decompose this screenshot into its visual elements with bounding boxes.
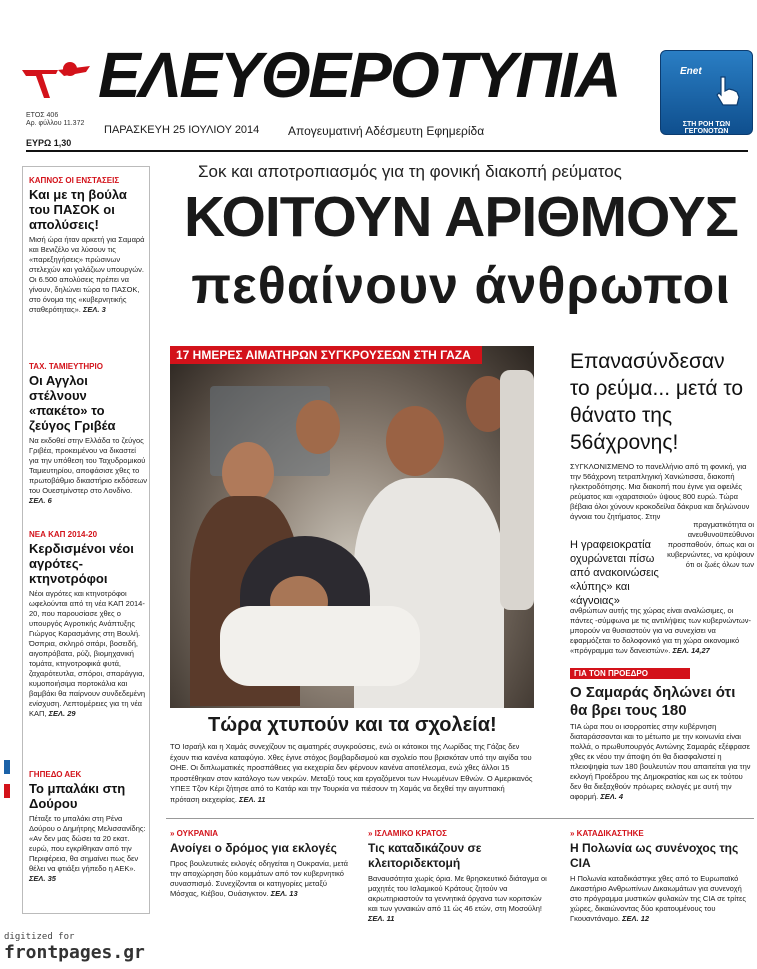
photo-headline[interactable]: Τώρα χτυπούν και τα σχολεία! — [208, 714, 497, 736]
right-story-body-3: ανθρώπων αυτής της χώρας είναι αναλώσιμες, οι πάντες -σύμφωνα με τις αντιλήψεις των κυβερνώντων- μπορούν να θυσιαστούν για να συνεχίσει να εφαρμόζεται το δολοφονικό για τη χώρα οικονομικό «πρόγραμμα των δανειστών». ΣΕΛ. 14,27 — [570, 606, 751, 655]
price: ΕΥΡΩ 1,30 — [26, 138, 72, 148]
bottom-title: Ανοίγει ο δρόμος για εκλογές — [170, 841, 337, 855]
bottom-rule — [166, 818, 754, 819]
bottom-body: Βαναυσότητα χωρίς όρια. Με θρησκευτικό διάταγμα οι μαχητές του Ισλαμικού Κράτους ζητούν να ακρωτηριαστούν τα γεννητικά όργανα των κοριτσιών και των γυναικών από 11 ώς 46 ετών, στη Μοσούλη! ΣΕΛ. 11 — [368, 874, 547, 923]
sidebar-body: Πέταξε το μπαλάκι στη Ρένα Δούρου ο Δημήτρης Μελισσανίδης: «Αν δεν μας δώσει τα 20 εκατ. ευρώ, που εγκρίθηκαν από την Περιφέρεια, θα σημαίνει πως δεν θέλει να φτιάξει γήπεδο η ΑΕΚ». ΣΕΛ. 35 — [29, 814, 146, 883]
proedros-kicker: ΓΙΑ ΤΟΝ ΠΡΟΕΔΡΟ — [570, 668, 690, 679]
sidebar-item-grivea[interactable] — [29, 361, 147, 506]
bottom-body: Προς βουλευτικές εκλογές οδηγείται η Ουκρανία, μετά την αποχώρηση δύο κομμάτων από τον κυβερνητικό συνασπισμό. Συνεχίζονται οι κατηγορίες μεταξύ Μόσχας, Κιέβου, Ουάσιγκτον. ΣΕΛ. 13 — [170, 859, 348, 898]
right-story-body-2: πραγματικότητα οι ανευθυνοϋπεύθυνοι προσπαθούν, όπως και οι κυβερνώντες, να κρύψουν ότι οι ζωές όλων των — [667, 520, 754, 569]
photo-banner: 17 ΗΜΕΡΕΣ ΑΙΜΑΤΗΡΩΝ ΣΥΓΚΡΟΥΣΕΩΝ ΣΤΗ ΓΑΖΑ — [170, 346, 482, 364]
pointer-hand-icon — [709, 73, 745, 109]
bottom-kicker: » ΚΑΤΑΔΙΚΑΣΤΗΚΕ — [570, 829, 644, 838]
sidebar-body: Μισή ώρα ήταν αρκετή για Σαμαρά και Βενιζέλο να λύσουν τις «παρεξηγήσεις» πρώσινων στελεχών και γαλάζιων υπουργών. Οι 6.500 απολύσεις πρέπει να γίνουν, δηλώνει τώρα το ΠΑΣΟΚ, στο όνομα της «κυβερνητικής σταθερότητας». ΣΕΛ. 3 — [29, 235, 145, 314]
bottom-story-ukraine[interactable] — [170, 828, 350, 899]
sidebar-title: Οι Αγγλοι στέλνουν «πακέτο» το ζεύγος Γριβέα — [29, 373, 116, 433]
left-sidebar — [22, 166, 150, 914]
sidebar-kicker: ΚΑΠΝΟΣ ΟΙ ΕΝΣΤΑΣΕΙΣ — [29, 176, 120, 185]
sidebar-item-kap[interactable] — [29, 529, 147, 719]
bottom-story-isis[interactable] — [368, 828, 548, 924]
bottom-story-poland[interactable] — [570, 828, 750, 924]
bottom-title: Η Πολωνία ως συνένοχος της CIA — [570, 841, 739, 870]
pull-quote: Η γραφειοκρατία οχυρώνεται πίσω από ανακοινώσεις «λύπης» και «άγνοιας» — [570, 539, 659, 607]
lead-subheadline[interactable]: πεθαίνουν άνθρωποι — [191, 257, 731, 315]
sidebar-item-pasok[interactable] — [29, 175, 147, 315]
newspaper-title: ΕΛΕΥΘΕΡΟΤΥΠΙΑ — [98, 39, 620, 111]
issue-info — [26, 112, 84, 128]
issue-date: ΠΑΡΑΣΚΕΥΗ 25 ΙΟΥΛΙΟΥ 2014 — [104, 124, 260, 136]
proedros-title[interactable]: Ο Σαμαράς δηλώνει ότι θα βρει τους 180 — [570, 684, 736, 719]
credit-line: digitized for — [4, 932, 75, 942]
bottom-kicker: » ΟΥΚΡΑΝΙΑ — [170, 829, 219, 838]
lead-headline[interactable]: ΚΟΙΤΟΥΝ ΑΡΙΘΜΟΥΣ — [184, 185, 738, 249]
lead-kicker: Σοκ και αποτροπιασμός για τη φονική διακοπή ρεύματος — [198, 162, 622, 181]
bottom-body: Η Πολωνία καταδικάστηκε χθες από το Ευρωπαϊκό Δικαστήριο Ανθρωπίνων Δικαιωμάτων για συνενοχή στο πρόγραμμα μυστικών φυλακών της CIA σε τρίτες χώρες, δικαιώνοντας δύο κρατουμένους του Γκουαντάναμο. ΣΕΛ. 12 — [570, 874, 746, 923]
sidebar-kicker: ΤΑΧ. ΤΑΜΙΕΥΤΗΡΙΟ — [29, 362, 103, 371]
credit-site[interactable]: frontpages.gr — [4, 942, 145, 963]
sidebar-item-aek[interactable] — [29, 769, 147, 884]
gaza-photo[interactable] — [170, 346, 534, 708]
sidebar-kicker: ΝΕΑ ΚΑΠ 2014-20 — [29, 530, 98, 539]
eleftherotypia-logo-icon — [20, 60, 92, 100]
sidebar-title: Το μπαλάκι στη Δούρου — [29, 781, 126, 811]
sidebar-kicker: ΓΗΠΕΔΟ ΑΕΚ — [29, 770, 82, 779]
proedros-body: ΤΙΑ ώρα που οι ισορροπίες στην κυβέρνηση διαταράσσονται και το μέτωπο με την κοινωνία είναι πολλά, ο πρωθυπουργός Αντώνης Σαμαράς εξέφρασε χθες εκ νέου την άποψη ότι θα διασφαλιστεί η πλειοψηφία των 180 βουλευτών που απαιτείται για την εκλογή Προέδρου της Δημοκρατίας και ως εκ τούτου δεν θα διεξαχθούν πρόωρες εκλογές με αυτή την αφορμή. ΣΕΛ. 4 — [570, 722, 751, 801]
sidebar-body: Νέοι αγρότες και κτηνοτρόφοι ωφελούνται από τη νέα ΚΑΠ 2014-20, που παρουσίασε χθες ο υπουργός Αγροτικής Ανάπτυξης Γιώργος Καρασμάνης στη Βουλή. Όσπρια, σκληρό σιτάρι, βοσειδή, αιγοπρόβατα, ρύζι, βιομηχανική τομάτα, κτηνοτροφικά φυτά, ζαχαρότευτλα, σπόροι, σπαράγγια, κυμοποιήσιμα πορτοκάλια και βαμβάκι θα παίρνουν συνδεδεμένη ενίσχυση. Λεπτομέρειες για τη νέα ΚΑΠ, ΣΕΛ. 29 — [29, 589, 146, 718]
tagline: Απογευματινή Αδέσμευτη Εφημερίδα — [288, 124, 485, 138]
issue-number: Αρ. φύλλου 11.372 — [26, 120, 85, 127]
bottom-kicker: » ΙΣΛΑΜΙΚΟ ΚΡΑΤΟΣ — [368, 829, 447, 838]
edge-marks — [4, 760, 10, 798]
enet-word: Enet — [680, 66, 702, 77]
bottom-title: Τις καταδικάζουν σε κλειτοριδεκτομή — [368, 841, 482, 870]
enet-label: ΣΤΗ ΡΟΗ ΤΩΝ ΓΕΓΟΝΟΤΩΝ — [682, 121, 731, 135]
masthead-rule — [26, 150, 748, 152]
sidebar-title: Και με τη βούλα του ΠΑΣΟΚ οι απολύσεις! — [29, 187, 127, 232]
sidebar-body: Να εκδοθεί στην Ελλάδα το ζεύγος Γριβέα, προκειμένου να δικαστεί για την υπόθεση του Ταχυδρομικού Ταμιευτηρίου, αποφάσισε χθες το πρωτοβάθμιο δικαστήριο εκδόσεων του Ουεστμίνστερ στο Λονδίνο. ΣΕΛ. 6 — [29, 436, 147, 505]
right-story-title[interactable]: Επανασύνδεσαν το ρεύμα... μετά το θάνατο της 56άχρονης! — [570, 350, 743, 454]
sidebar-title: Κερδισμένοι νέοι αγρότες-κτηνοτρόφοι — [29, 541, 134, 586]
photo-story-body: ΤΟ Ισραήλ και η Χαμάς συνεχίζουν τις αιματηρές συγκρούσεις, ενώ οι κάτοικοι της Λωρίδας της Γάζας δεν έχουν πια κανένα καταφύγιο. Χθες έγινε στόχος βομβαρδισμού και σχολείο που βρισκόταν υπό την αιγίδα του ΟΗΕ. Οι διπλωματικές προσπάθειες για εκεχειρία δεν φέρνουν κανένα αποτέλεσμα, ενώ χθες άλλοι 15 προστέθηκαν στον κατάλογο των νεκρών. Μεταξύ τους και εργαζόμενοι των Ηνωμένων Εθνών. Ο Αμερικανός ΥΠΕΞ Τζον Κέρι ζήτησε από το Κατάρ και την Τουρκία να πιέσουν τη Χαμάς να δεχθεί την αιγυπτιακή πρόταση εκεχειρίας. ΣΕΛ. 11 — [170, 742, 533, 804]
issue-year: ΕΤΟΣ 406 — [26, 112, 59, 119]
right-story-body: ΣΥΓΚΛΟΝΙΣΜΕΝΟ το πανελλήνιο από τη φονική, για την 56άχρονη τετραπληγική Χανιώτισσα, διακοπή ηλεκτροδότησης. Μια διακοπή που έγινε για οφειλές ρεύματος και «χαρατσιού» ύψους 800 ευρώ. Τώρα βέβαια όλοι χύνουν κροκοδείλια δάκρυα και δηλώνουν άγνοια του ζητήματος. Στην — [570, 462, 750, 521]
